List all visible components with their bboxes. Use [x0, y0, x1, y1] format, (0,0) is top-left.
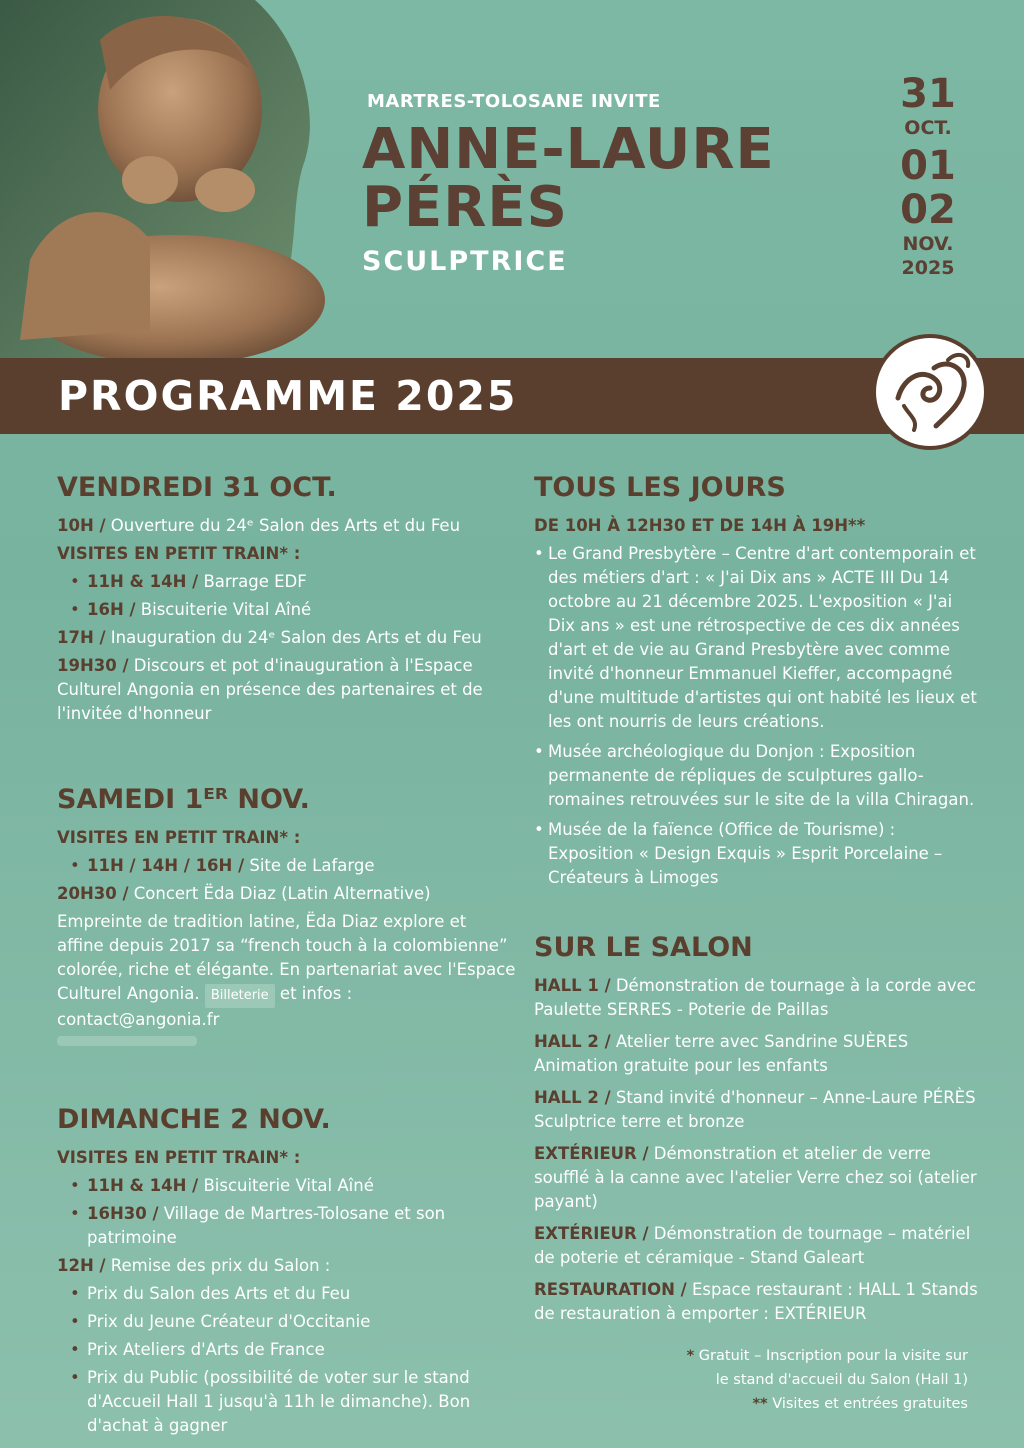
daily-hours: DE 10H À 12H30 ET DE 14H À 19H**	[534, 516, 866, 535]
artist-last-name: PÉRÈS	[362, 175, 569, 240]
event-dates	[898, 72, 958, 280]
daily-item-presbytere: • Le Grand Presbytère – Centre d'art contemporain et des métiers d'art : « J'ai Dix ans » ACTE III Du 14 octobre au 21 décembre 2025. L'exposition « J'ai Dix ans » est une rétrospective de ces dix années d'art et de vie au Grand Presbytère avec comme invité d'honneur Emmanuel Kieffer, accompagné d'une multitude d'artistes qui ont habité les lieux et les ont nourris de leurs créations.	[534, 542, 979, 734]
salon-exterior-tournage: EXTÉRIEUR / Démonstration de tournage – matériel de poterie et céramique - Stand Galeart	[534, 1224, 971, 1267]
saturday-train-heading: VISITES EN PETIT TRAIN* :	[57, 828, 301, 847]
prize-3: • Prix Ateliers d'Arts de France	[57, 1338, 517, 1362]
swirl-logo-icon	[872, 334, 988, 450]
artist-first-name: ANNE-LAURE	[362, 117, 775, 182]
sunday-title: DIMANCHE 2 NOV.	[57, 1104, 331, 1135]
year: 2025	[901, 257, 955, 279]
friday-line-10h: 10H / Ouverture du 24ᵉ Salon des Arts et du Feu	[57, 516, 461, 535]
footnote-1-cont: le stand d'accueil du Salon (Hall 1)	[715, 1372, 968, 1388]
prize-1: • Prix du Salon des Arts et du Feu	[57, 1282, 517, 1306]
friday-train-2: • 16H / Biscuiterie Vital Aîné	[57, 598, 517, 622]
programme-banner	[0, 358, 1024, 434]
salon-hall-2-stand: HALL 2 / Stand invité d'honneur – Anne-Laure PÉRÈS Sculptrice terre et bronze	[534, 1088, 976, 1131]
saturday-title: SAMEDI 1ᴱᴿ NOV.	[57, 784, 310, 815]
salon-exterior-verre: EXTÉRIEUR / Démonstration et atelier de verre soufflé à la canne avec l'atelier Verre chez soi (atelier payant)	[534, 1144, 977, 1211]
friday-line-19h30: 19H30 / Discours et pot d'inauguration à l'Espace Culturel Angonia en présence des partenaires et de l'invitée d'honneur	[57, 656, 483, 723]
salon-hall-1: HALL 1 / Démonstration de tournage à la corde avec Paulette SERRES - Poterie de Paillas	[534, 976, 976, 1019]
prize-2: • Prix du Jeune Créateur d'Occitanie	[57, 1310, 517, 1334]
sunday-train-heading: VISITES EN PETIT TRAIN* :	[57, 1148, 301, 1167]
saturday-train-1: • 11H / 14H / 16H / Site de Lafarge	[57, 854, 517, 878]
right-column	[534, 470, 979, 1334]
friday-title: VENDREDI 31 OCT.	[57, 472, 337, 503]
date-01: 01	[900, 143, 956, 189]
sculpture-photo	[0, 0, 330, 360]
month-oct: OCT.	[904, 117, 952, 139]
salon-title: SUR LE SALON	[534, 932, 753, 963]
sunday-train-1: • 11H & 14H / Biscuiterie Vital Aîné	[57, 1174, 517, 1198]
saturday-concert: 20H30 / Concert Ëda Diaz (Latin Alternative)	[57, 884, 431, 903]
footnote-2: ** Visites et entrées gratuites	[752, 1396, 968, 1412]
footnote-1: * Gratuit – Inscription pour la visite sur	[686, 1348, 968, 1364]
prize-4: • Prix du Public (possibilité de voter sur le stand d'Accueil Hall 1 jusqu'à 11h le dimanche). Bon d'achat à gagner	[57, 1366, 517, 1438]
sunday-train-2: • 16H30 / Village de Martres-Tolosane et son patrimoine	[57, 1202, 517, 1250]
sunday-prizes-heading: 12H / Remise des prix du Salon :	[57, 1256, 331, 1275]
date-31: 31	[900, 71, 956, 117]
friday-train-heading: VISITES EN PETIT TRAIN* :	[57, 544, 301, 563]
salon-restauration: RESTAURATION / Espace restaurant : HALL 1 Stands de restauration à emporter : EXTÉRIEUR	[534, 1280, 978, 1323]
month-nov: NOV.	[902, 233, 954, 255]
footnotes	[687, 1344, 968, 1416]
daily-title: TOUS LES JOURS	[534, 472, 786, 503]
banner-title: PROGRAMME 2025	[58, 372, 518, 420]
salon-hall-2-atelier: HALL 2 / Atelier terre avec Sandrine SUÈRES Animation gratuite pour les enfants	[534, 1032, 909, 1075]
invite-text: MARTRES-TOLOSANE INVITE	[367, 91, 661, 112]
daily-item-donjon: • Musée archéologique du Donjon : Exposition permanente de répliques de sculptures gallo-romaines retrouvées sur le site de la villa Chiragan.	[534, 740, 979, 812]
friday-train-1: • 11H & 14H / Barrage EDF	[57, 570, 517, 594]
left-column	[57, 470, 517, 1442]
blurred-link	[57, 1036, 197, 1046]
artist-role: SCULPTRICE	[362, 246, 568, 277]
billeterie-label[interactable]: Billeterie	[205, 984, 275, 1008]
daily-item-faience: • Musée de la faïence (Office de Tourisme) : Exposition « Design Exquis » Esprit Porcelaine – Créateurs à Limoges	[534, 818, 979, 890]
friday-line-17h: 17H / Inauguration du 24ᵉ Salon des Arts et du Feu	[57, 628, 482, 647]
date-02: 02	[900, 187, 956, 233]
saturday-description: Empreinte de tradition latine, Ëda Diaz explore et affine depuis 2017 sa “french touch à la colombienne” colorée, riche et élégante. En partenariat avec l'Espace Culturel Angonia. Billeterie et infos : contact@angonia.fr	[57, 912, 516, 1029]
